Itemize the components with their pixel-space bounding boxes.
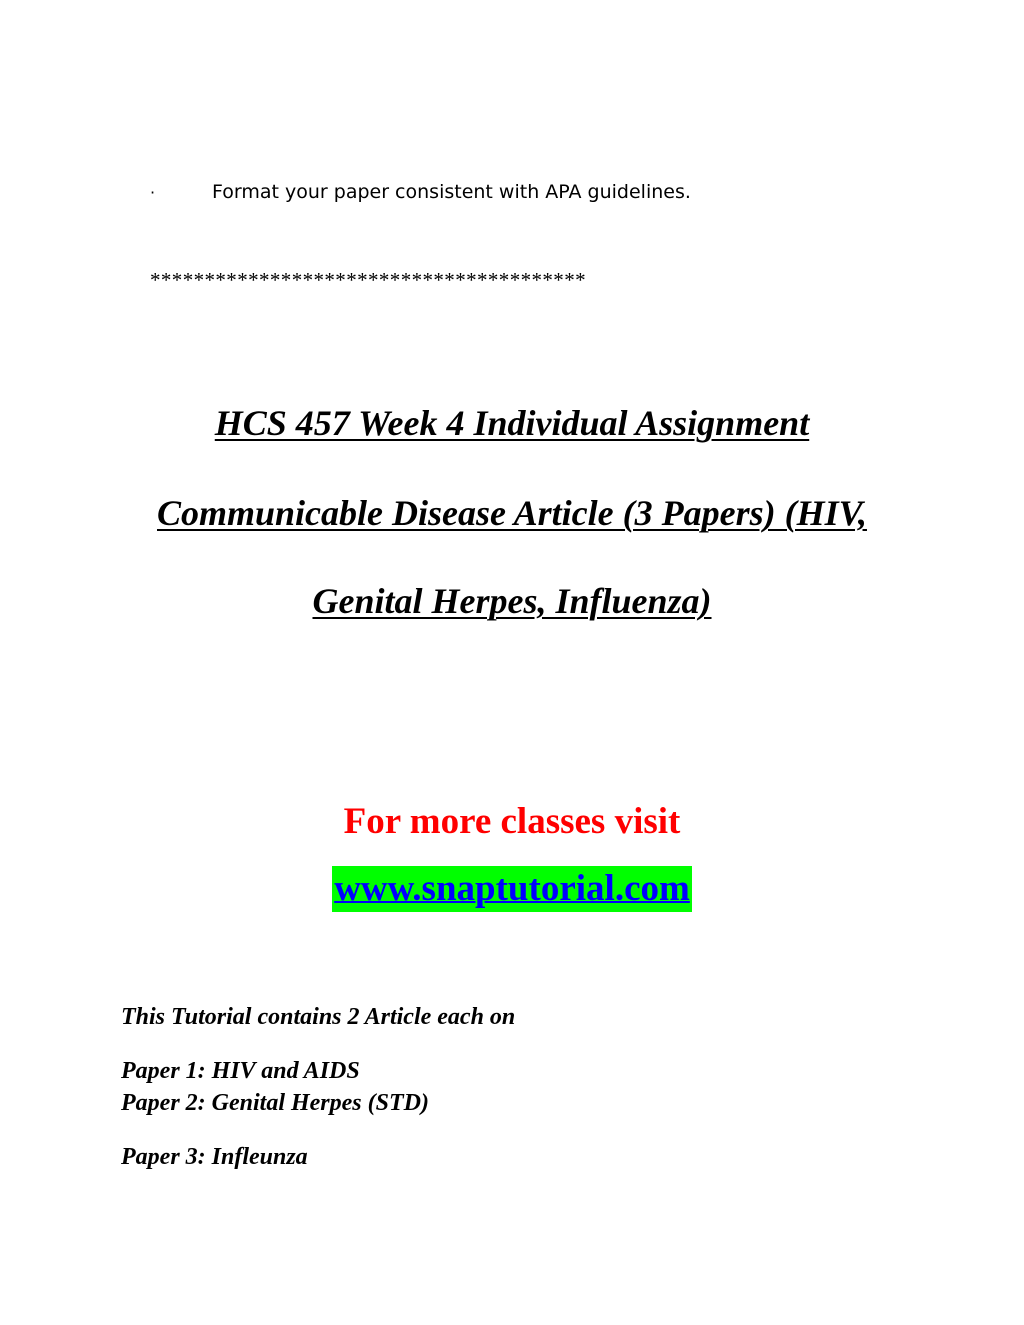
promo-link-container: [0, 866, 1024, 912]
paper-3-line: Paper 3: Infleunza: [121, 1144, 308, 1170]
star-separator: ****************************************: [150, 268, 586, 292]
bullet-item: [150, 178, 691, 207]
title-line-2: [0, 492, 1024, 534]
promo-text: For more classes visit: [343, 801, 681, 842]
bullet-text: Format your paper consistent with APA guidelines.: [212, 181, 691, 203]
title-line-3-text: Genital Herpes, Influenza): [312, 581, 712, 621]
title-line-3: [0, 580, 1024, 622]
tutorial-intro: This Tutorial contains 2 Article each on: [121, 1004, 516, 1030]
paper-2-line: Paper 2: Genital Herpes (STD): [121, 1090, 429, 1116]
title-line-1-text: HCS 457 Week 4 Individual Assignment: [214, 403, 810, 443]
website-link[interactable]: www.snaptutorial.com: [332, 866, 692, 912]
bullet-marker: ·: [150, 183, 156, 202]
title-line-2-text: Communicable Disease Article (3 Papers) (HIV,: [157, 493, 867, 533]
title-line-1: [0, 402, 1024, 444]
paper-1-line: Paper 1: HIV and AIDS: [121, 1058, 360, 1084]
